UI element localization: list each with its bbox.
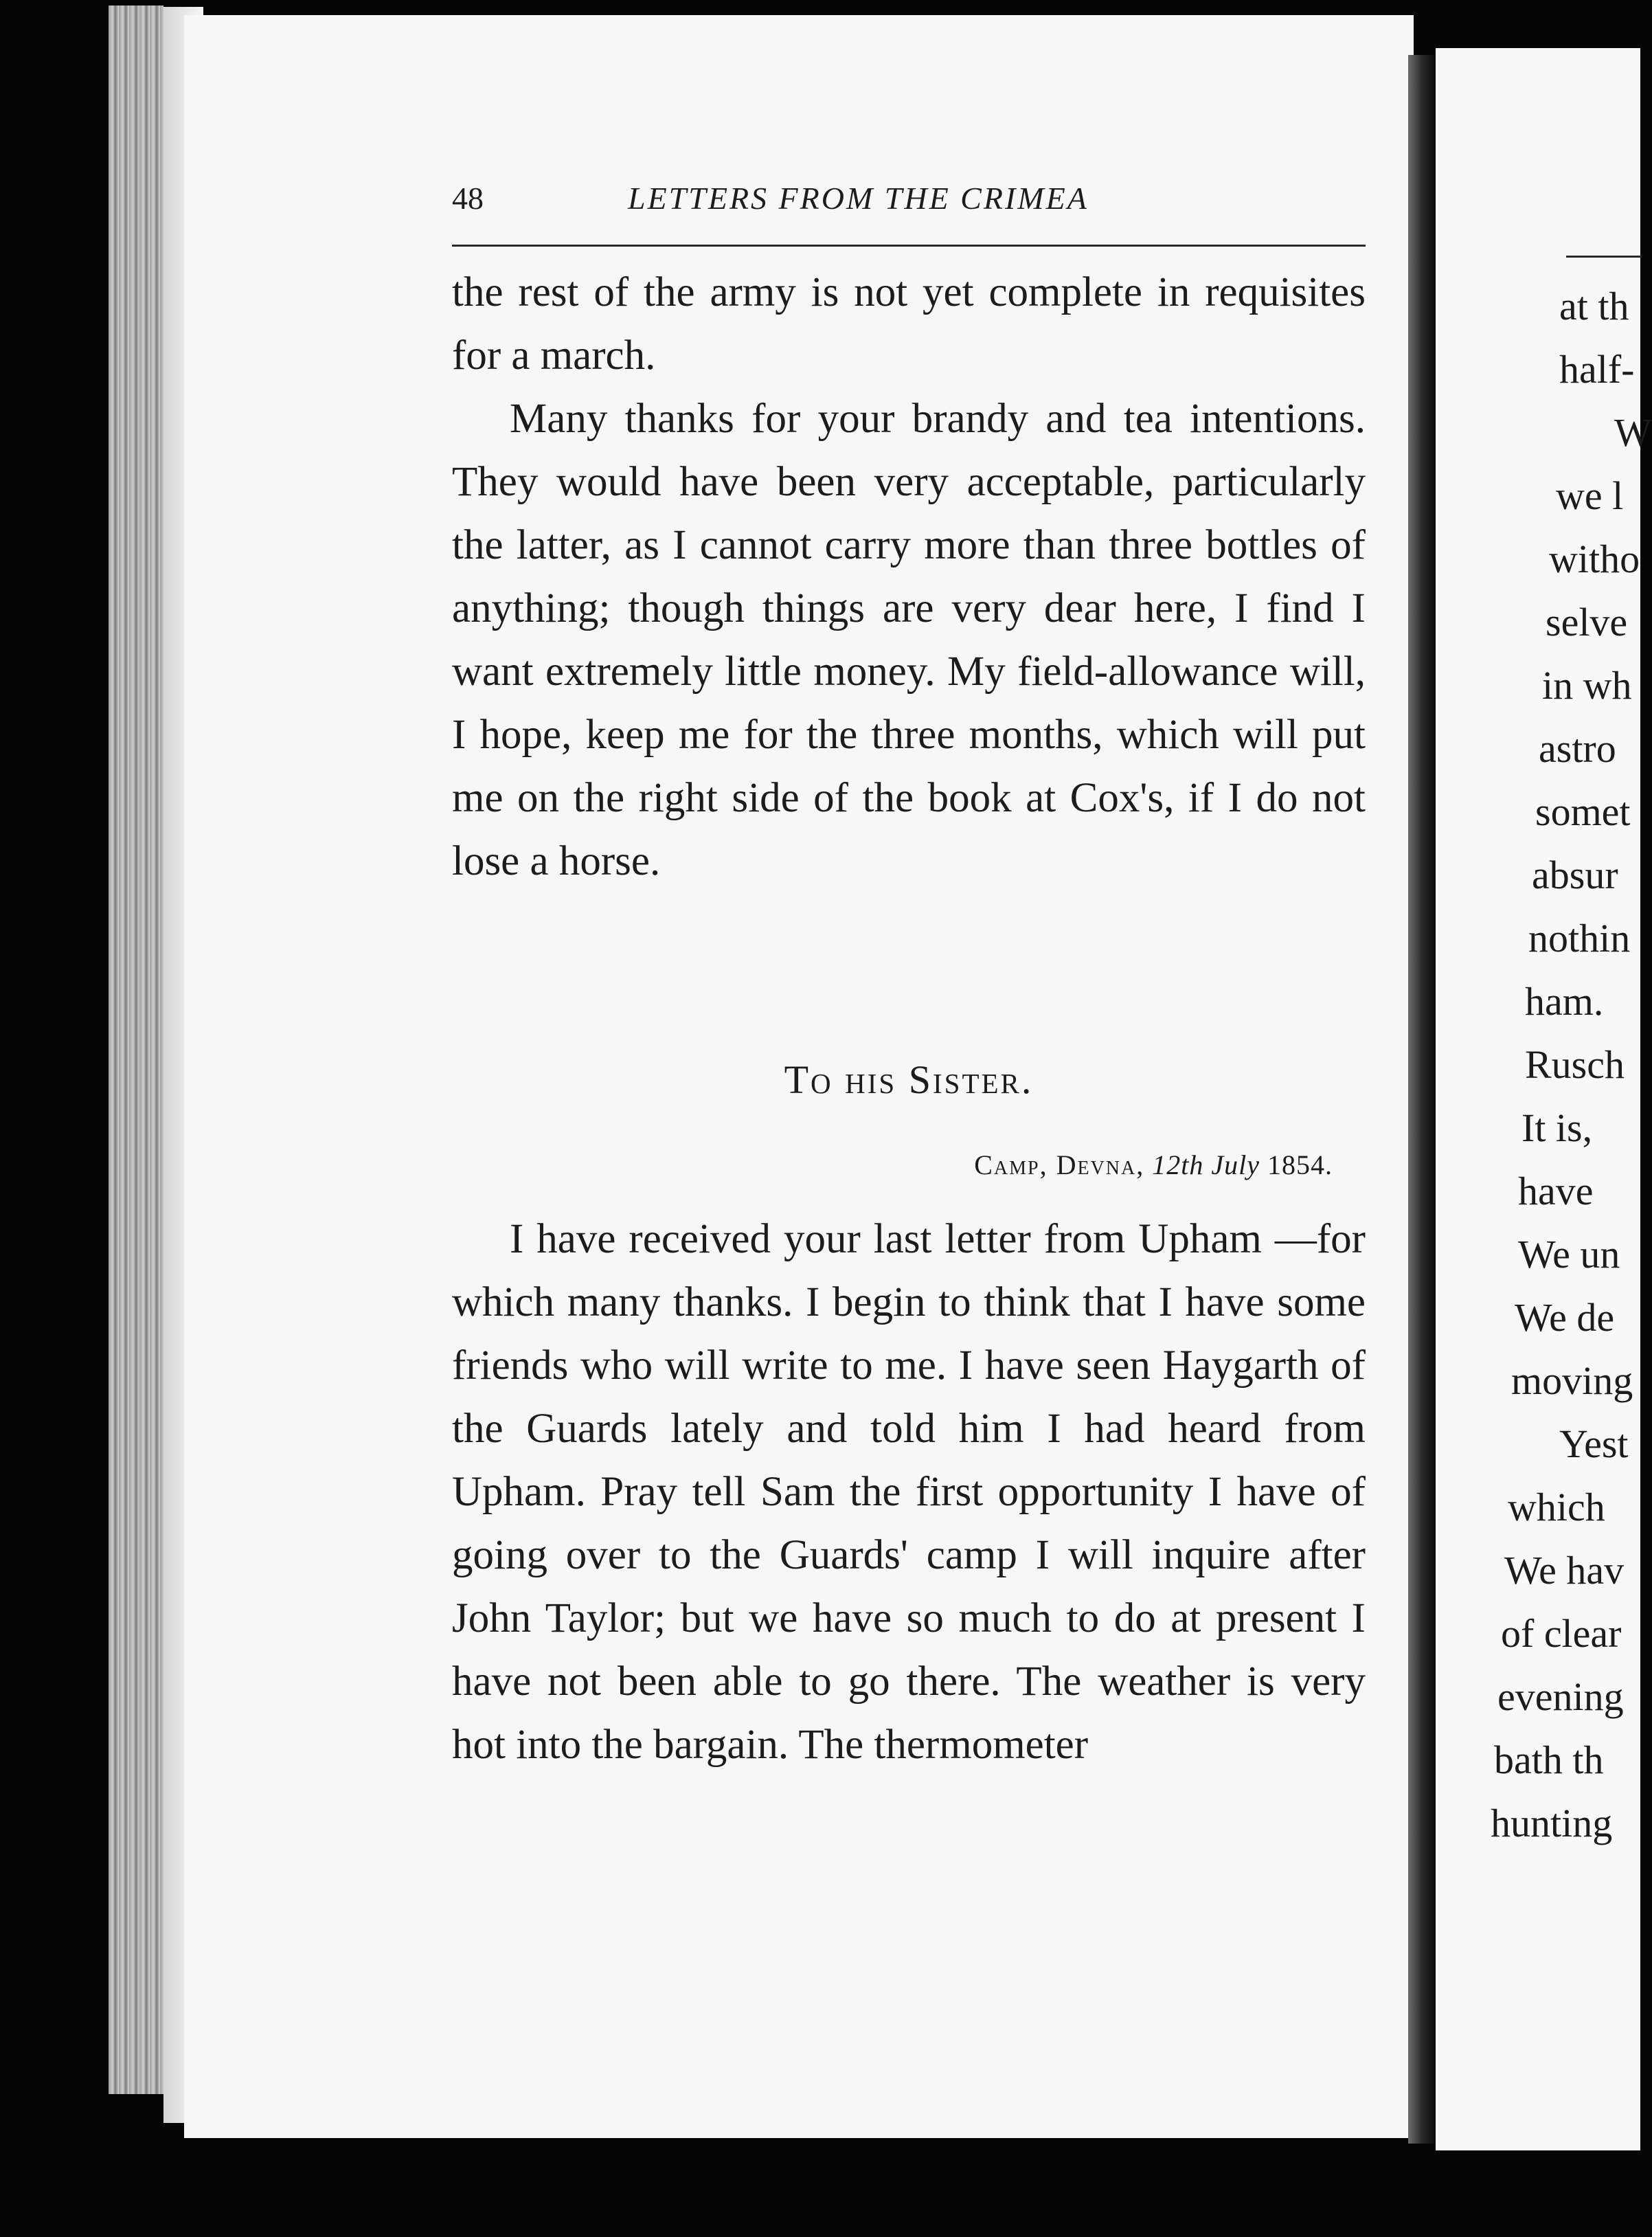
facing-line: nothin: [1528, 916, 1631, 960]
facing-page-text: [1484, 275, 1652, 1855]
dateline-year: 1854.: [1267, 1149, 1333, 1180]
facing-line: We un: [1518, 1232, 1620, 1277]
facing-line: It is,: [1521, 1105, 1593, 1150]
facing-line: selve: [1546, 600, 1628, 644]
facing-line: in wh: [1542, 663, 1632, 708]
facing-line: at th: [1559, 284, 1629, 328]
facing-line: which: [1508, 1485, 1605, 1529]
letter-dateline: [811, 1149, 1333, 1181]
paragraph-continued: [452, 261, 1366, 387]
facing-line: ham.: [1525, 979, 1604, 1024]
facing-line: evening: [1497, 1674, 1624, 1719]
facing-line: We de: [1515, 1295, 1615, 1340]
running-title: LETTERS FROM THE CRIMEA: [628, 181, 1089, 216]
facing-line: of clear: [1501, 1611, 1622, 1656]
facing-line: Yest: [1559, 1421, 1629, 1466]
letter-body: [452, 1208, 1366, 1777]
page-number: 48: [452, 181, 484, 216]
facing-line: have: [1518, 1169, 1594, 1213]
header-rule: [452, 245, 1366, 247]
running-head: [452, 180, 1366, 221]
page-fold-shadow: [1408, 55, 1436, 2144]
paragraph-text: I have received your last letter from Upham —for which many thanks. I begin to think that I have some friends who will write to me. I have seen Haygarth of the Guards lately and told him I had heard from Upham. Pray tell Sam the first opportunity I have of going over to the Guards' camp I will inquire after John Taylor; but we have so much to do at present I have not been able to go there. The weather is very hot into the bargain. The thermometer: [452, 1216, 1366, 1768]
facing-line: hunting: [1491, 1801, 1613, 1845]
paragraph-text: Many thanks for your brandy and tea intentions. They would have been very acceptable, particularly the latter, as I cannot carry more than three bottles of anything; though things are very dear here, I find I want extremely little money. My field-allowance will, I hope, keep me for the three months, which will put me on the right side of the book at Cox's, if I do not lose a horse.: [452, 396, 1366, 884]
facing-line: astro: [1539, 726, 1616, 771]
facing-page-rule: [1566, 256, 1642, 258]
facing-line: witho: [1549, 537, 1640, 581]
facing-line: half-: [1559, 347, 1635, 392]
facing-line: moving: [1511, 1358, 1633, 1403]
facing-line: Rusch: [1525, 1042, 1625, 1087]
facing-line: bath th: [1494, 1738, 1604, 1782]
dateline-place: Camp, Devna,: [974, 1149, 1145, 1180]
facing-line: somet: [1535, 789, 1631, 834]
facing-line: W: [1614, 410, 1652, 455]
facing-line: absur: [1532, 853, 1618, 897]
page-stack-edges: [109, 5, 163, 2094]
facing-line: We hav: [1504, 1548, 1625, 1593]
paragraph-text: the rest of the army is not yet complete in requisites for a march.: [452, 269, 1366, 379]
dateline-day: 12th: [1152, 1149, 1204, 1180]
dateline-month: July: [1211, 1149, 1260, 1180]
letter-heading: To his Sister.: [784, 1057, 1034, 1102]
paragraph-thanks: [452, 387, 1366, 893]
facing-line: we l: [1556, 473, 1624, 518]
